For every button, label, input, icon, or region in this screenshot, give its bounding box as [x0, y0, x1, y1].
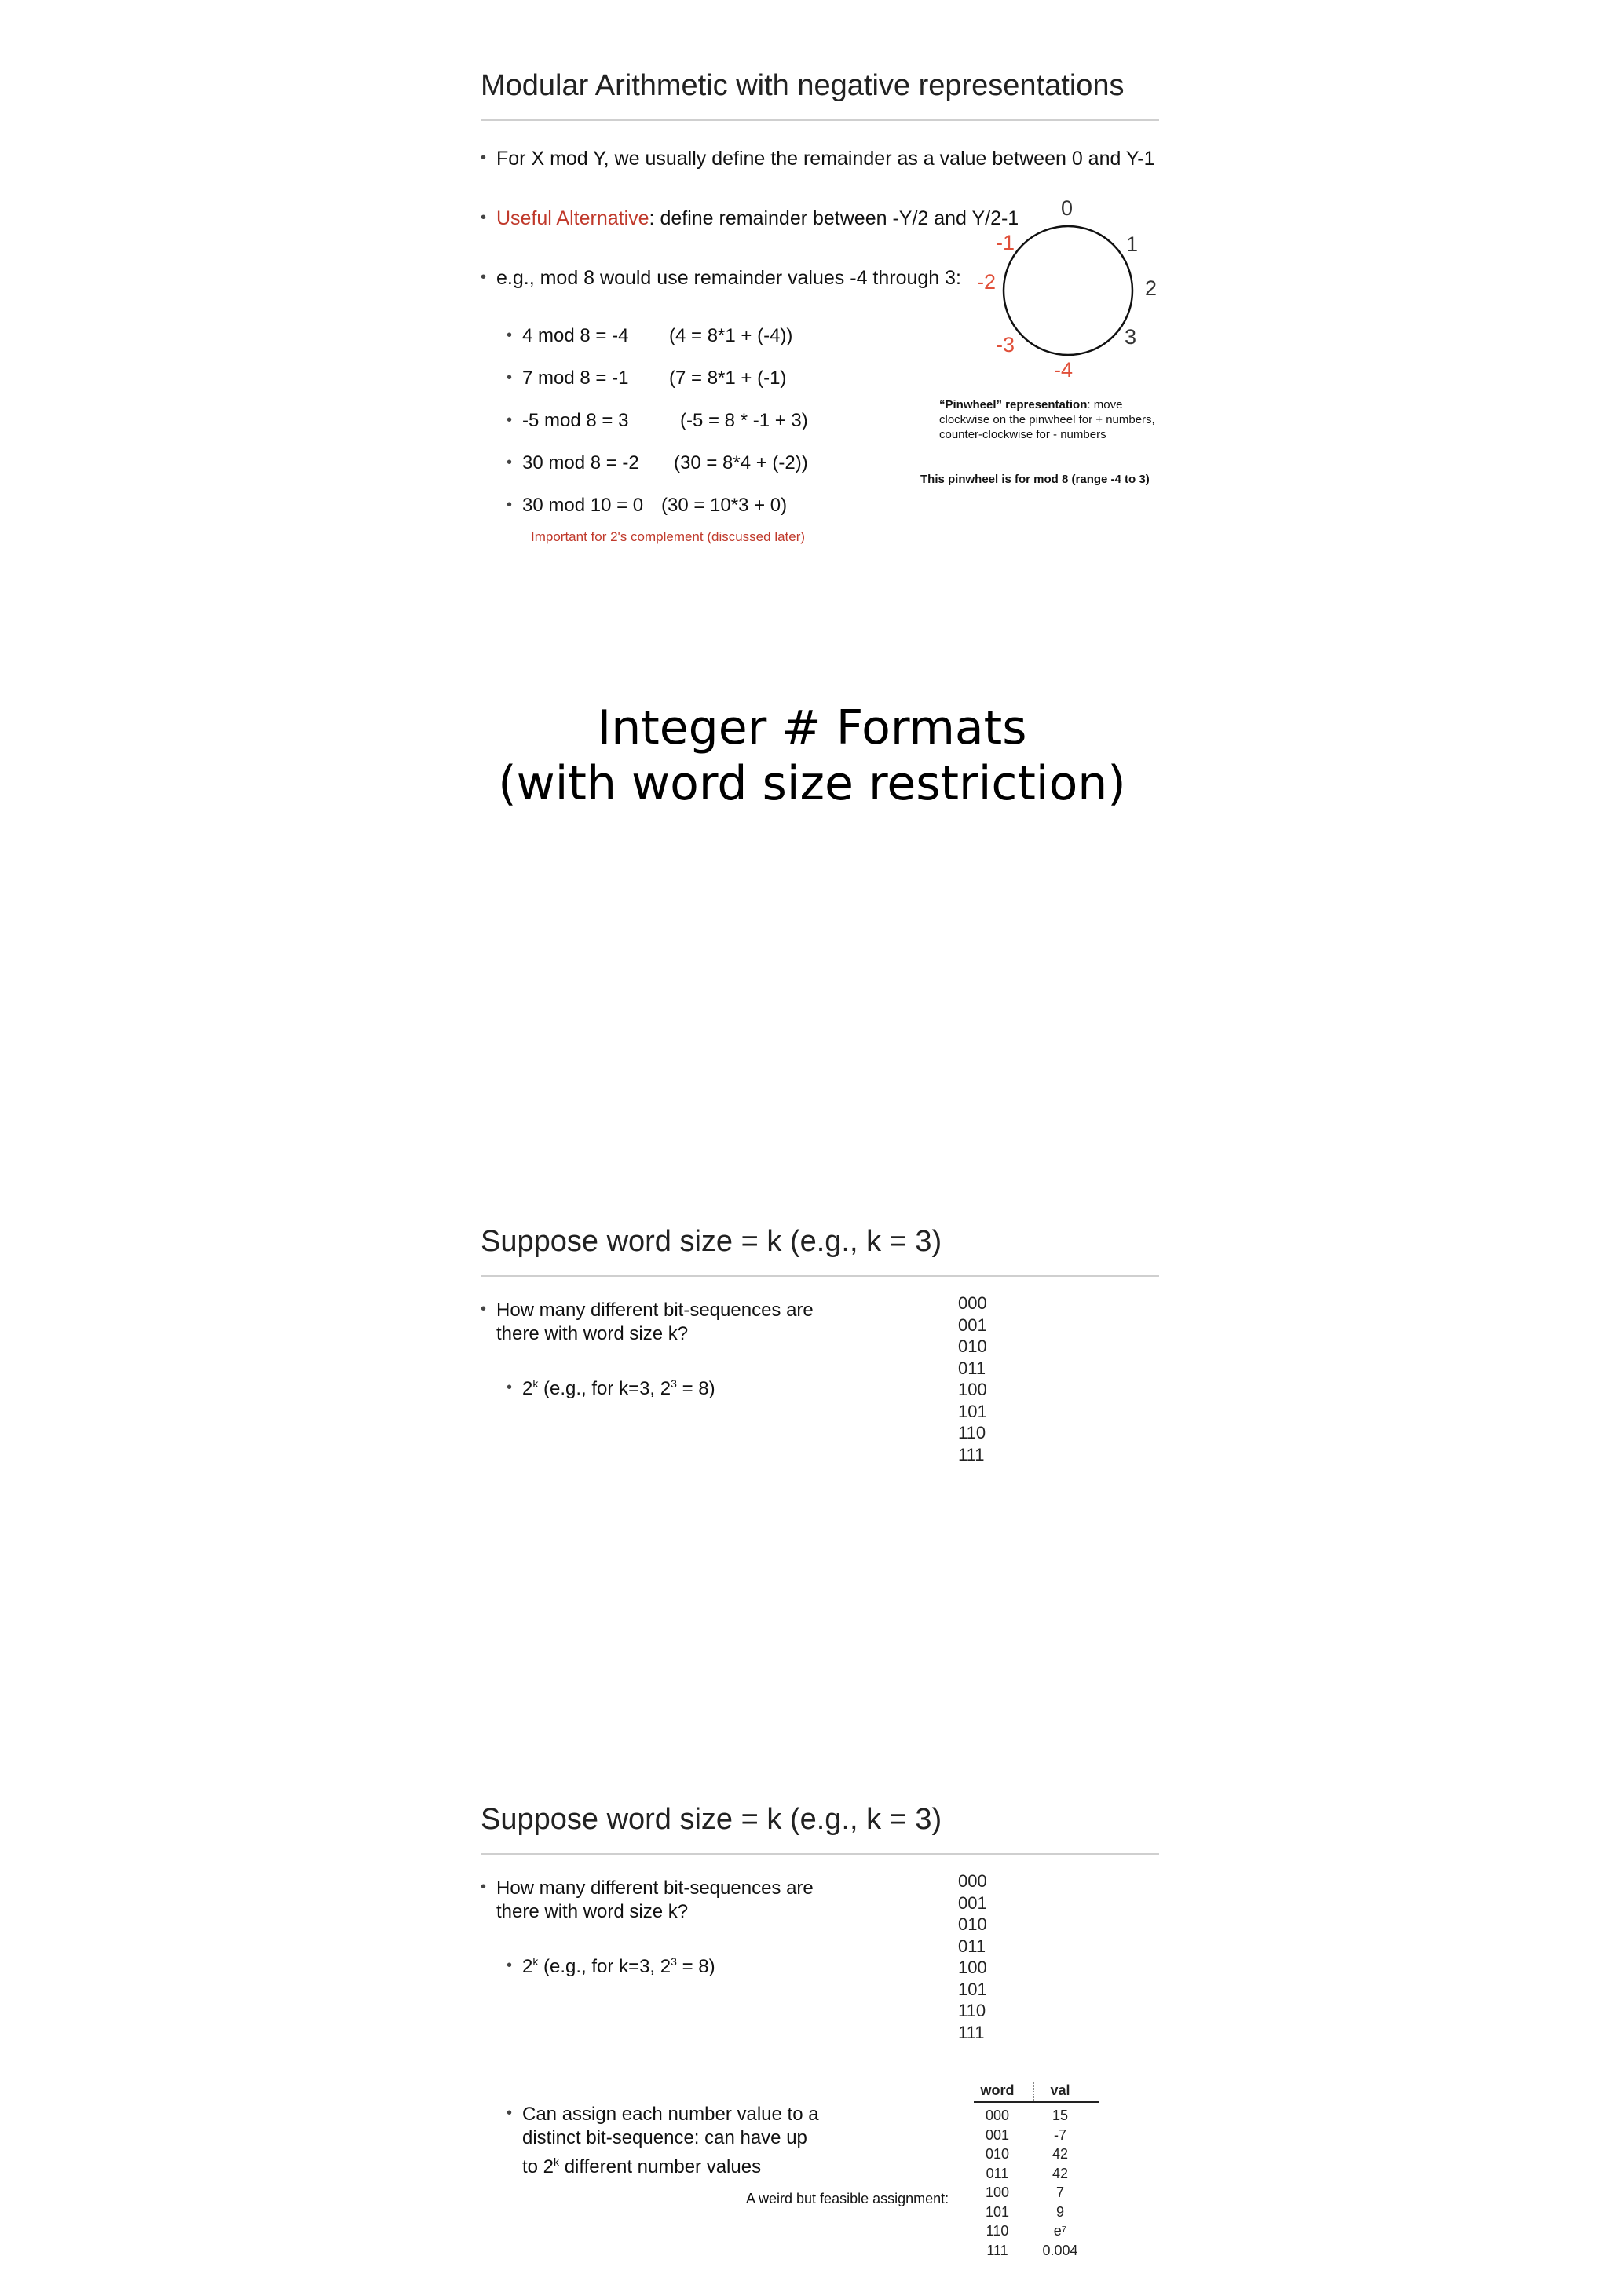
table-cell-val: -7	[1053, 2126, 1066, 2143]
example-expr: 4 mod 8 = -4	[522, 325, 629, 346]
table-cell-val: 9	[1055, 2203, 1064, 2220]
assignment-line: to 2	[522, 2156, 554, 2177]
bit-sequence: 010	[958, 1914, 987, 1934]
pinwheel-description	[939, 397, 1191, 442]
bullet-dot: •	[507, 1957, 513, 1974]
pinwheel-text: clockwise on the pinwheel for + numbers,	[939, 413, 1155, 426]
bullet-dot: •	[481, 269, 487, 286]
title-divider	[481, 119, 1159, 121]
bit-sequence: 001	[958, 1314, 987, 1335]
wheel-label-neg1: -1	[996, 231, 1015, 254]
bullet-usual-remainder: For X mod Y, we usually define the remainder as a value between 0 and Y-1	[496, 148, 1155, 170]
table-header-val: val	[1050, 2082, 1070, 2098]
bullet-dot: •	[507, 327, 513, 344]
section-title-line1: Integer # Formats	[597, 700, 1027, 755]
assignment-line: different number values	[559, 2156, 762, 2177]
bit-sequence-question	[496, 1299, 814, 1346]
bit-sequence-list	[958, 1292, 987, 1465]
bit-sequence: 100	[958, 1958, 987, 1977]
bit-sequence: 100	[958, 1380, 987, 1399]
pinwheel-circle	[997, 220, 1139, 361]
bullet-dot: •	[507, 1379, 513, 1396]
wheel-label-1: 1	[1126, 232, 1139, 256]
table-cell-word: 001	[985, 2126, 1010, 2143]
bit-sequence: 110	[958, 2001, 986, 2020]
wheel-label-neg2: -2	[977, 270, 997, 294]
title-divider	[481, 1853, 1159, 1855]
pinwheel-title: “Pinwheel” representation	[939, 398, 1088, 411]
pinwheel-text: counter-clockwise for - numbers	[939, 428, 1106, 441]
answer-superscript: 3	[671, 1955, 677, 1968]
answer-text: 2	[522, 1956, 533, 1977]
bit-sequence: 111	[958, 1444, 985, 1464]
answer-superscript: k	[532, 1377, 539, 1390]
bullet-dot: •	[507, 454, 513, 471]
table-cell-word: 101	[985, 2203, 1010, 2220]
assignment-line: distinct bit-sequence: can have up	[522, 2127, 807, 2148]
wheel-label-2: 2	[1145, 276, 1158, 300]
example-explanation: (-5 = 8 * -1 + 3)	[680, 410, 808, 431]
title-divider	[481, 1275, 1159, 1277]
bit-sequence-list	[958, 1870, 987, 2043]
example-expr: 30 mod 10 = 0	[522, 495, 644, 516]
bit-sequence: 010	[958, 1336, 987, 1356]
wheel-label-neg3: -3	[996, 333, 1015, 356]
slide-4-title: Suppose word size = k (e.g., k = 3)	[481, 1803, 942, 1836]
bullet-dot: •	[481, 1300, 487, 1318]
table-cell-word: 000	[985, 2108, 1010, 2123]
assignment-table	[974, 2082, 1099, 2279]
bit-sequence: 101	[958, 1979, 987, 1999]
bullet-mod8-example: e.g., mod 8 would use remainder values -4 through 3:	[496, 267, 962, 289]
answer-text: = 8)	[676, 1956, 715, 1977]
question-line: How many different bit-sequences are	[496, 1877, 814, 1899]
example-explanation: (7 = 8*1 + (-1)	[669, 367, 787, 389]
answer-superscript: k	[532, 1955, 539, 1968]
bullet-dot: •	[507, 2104, 513, 2122]
bullet-dot: •	[481, 209, 487, 226]
wheel-label-0: 0	[1061, 196, 1074, 220]
useful-alternative-text: : define remainder between -Y/2 and Y/2-1	[649, 207, 1019, 229]
question-line: there with word size k?	[496, 1901, 689, 1922]
table-cell-val: 15	[1052, 2108, 1069, 2123]
bit-sequence-answer	[522, 1377, 715, 1400]
pinwheel-caption: This pinwheel is for mod 8 (range -4 to 3)	[920, 473, 1150, 486]
table-cell-val: 0.004	[1042, 2242, 1078, 2258]
example-explanation: (30 = 8*4 + (-2))	[674, 452, 808, 473]
assignment-superscript: k	[554, 2155, 560, 2168]
bit-sequence: 101	[958, 1401, 987, 1421]
table-cell-word: 110	[986, 2223, 1009, 2239]
bit-sequence: 000	[958, 1293, 987, 1313]
table-cell-val: 42	[1052, 2146, 1069, 2162]
table-header-word: word	[980, 2082, 1015, 2098]
bit-sequence: 001	[958, 1892, 987, 1913]
table-cell-val: 42	[1052, 2165, 1069, 2181]
table-cell-word: 011	[986, 2165, 1009, 2181]
twos-complement-note: Important for 2's complement (discussed later)	[531, 529, 806, 544]
weird-assignment-label: A weird but feasible assignment:	[746, 2191, 949, 2206]
assignment-bullet	[522, 2103, 819, 2179]
question-line: How many different bit-sequences are	[496, 1300, 814, 1321]
table-cell-word: 100	[985, 2184, 1010, 2200]
slide-1-title: Modular Arithmetic with negative representations	[481, 69, 1125, 102]
bullet-dot: •	[481, 1878, 487, 1896]
bit-sequence: 011	[958, 1358, 986, 1378]
table-header-rule	[974, 2101, 1099, 2103]
wheel-label-3: 3	[1125, 325, 1137, 349]
bullet-dot: •	[481, 149, 487, 166]
answer-text: (e.g., for k=3, 2	[538, 1956, 671, 1977]
bit-sequence-question	[496, 1877, 814, 1924]
bit-sequence: 111	[958, 2022, 985, 2042]
bullet-dot: •	[507, 411, 513, 429]
question-line: there with word size k?	[496, 1323, 689, 1344]
bit-sequence: 110	[958, 1423, 986, 1442]
example-expr: -5 mod 8 = 3	[522, 410, 629, 431]
table-column-divider	[1033, 2082, 1034, 2101]
example-explanation: (4 = 8*1 + (-4))	[669, 325, 793, 346]
slide-3-title: Suppose word size = k (e.g., k = 3)	[481, 1225, 942, 1258]
answer-text: = 8)	[676, 1378, 715, 1399]
table-cell-word: 111	[986, 2242, 1008, 2258]
bullet-useful-alternative	[496, 207, 1019, 230]
assignment-line: Can assign each number value to a	[522, 2104, 819, 2125]
bit-sequence-answer	[522, 1955, 715, 1978]
table-cell-word: 010	[985, 2146, 1010, 2162]
answer-text: 2	[522, 1378, 533, 1399]
table-cell-val: e⁷	[1053, 2223, 1067, 2239]
example-expr: 7 mod 8 = -1	[522, 367, 629, 389]
wheel-label-neg4: -4	[1054, 358, 1074, 382]
bullet-dot: •	[507, 496, 513, 514]
table-cell-val: 7	[1055, 2184, 1064, 2200]
answer-text: (e.g., for k=3, 2	[538, 1378, 671, 1399]
example-explanation: (30 = 10*3 + 0)	[661, 495, 788, 516]
useful-alternative-label: Useful Alternative	[496, 207, 649, 229]
bullet-dot: •	[507, 369, 513, 386]
answer-superscript: 3	[671, 1377, 677, 1390]
example-expr: 30 mod 8 = -2	[522, 452, 639, 473]
bit-sequence: 011	[958, 1936, 986, 1956]
pinwheel-text: : move	[1087, 398, 1123, 411]
section-title-line2: (with word size restriction)	[498, 756, 1126, 811]
bit-sequence: 000	[958, 1871, 987, 1891]
